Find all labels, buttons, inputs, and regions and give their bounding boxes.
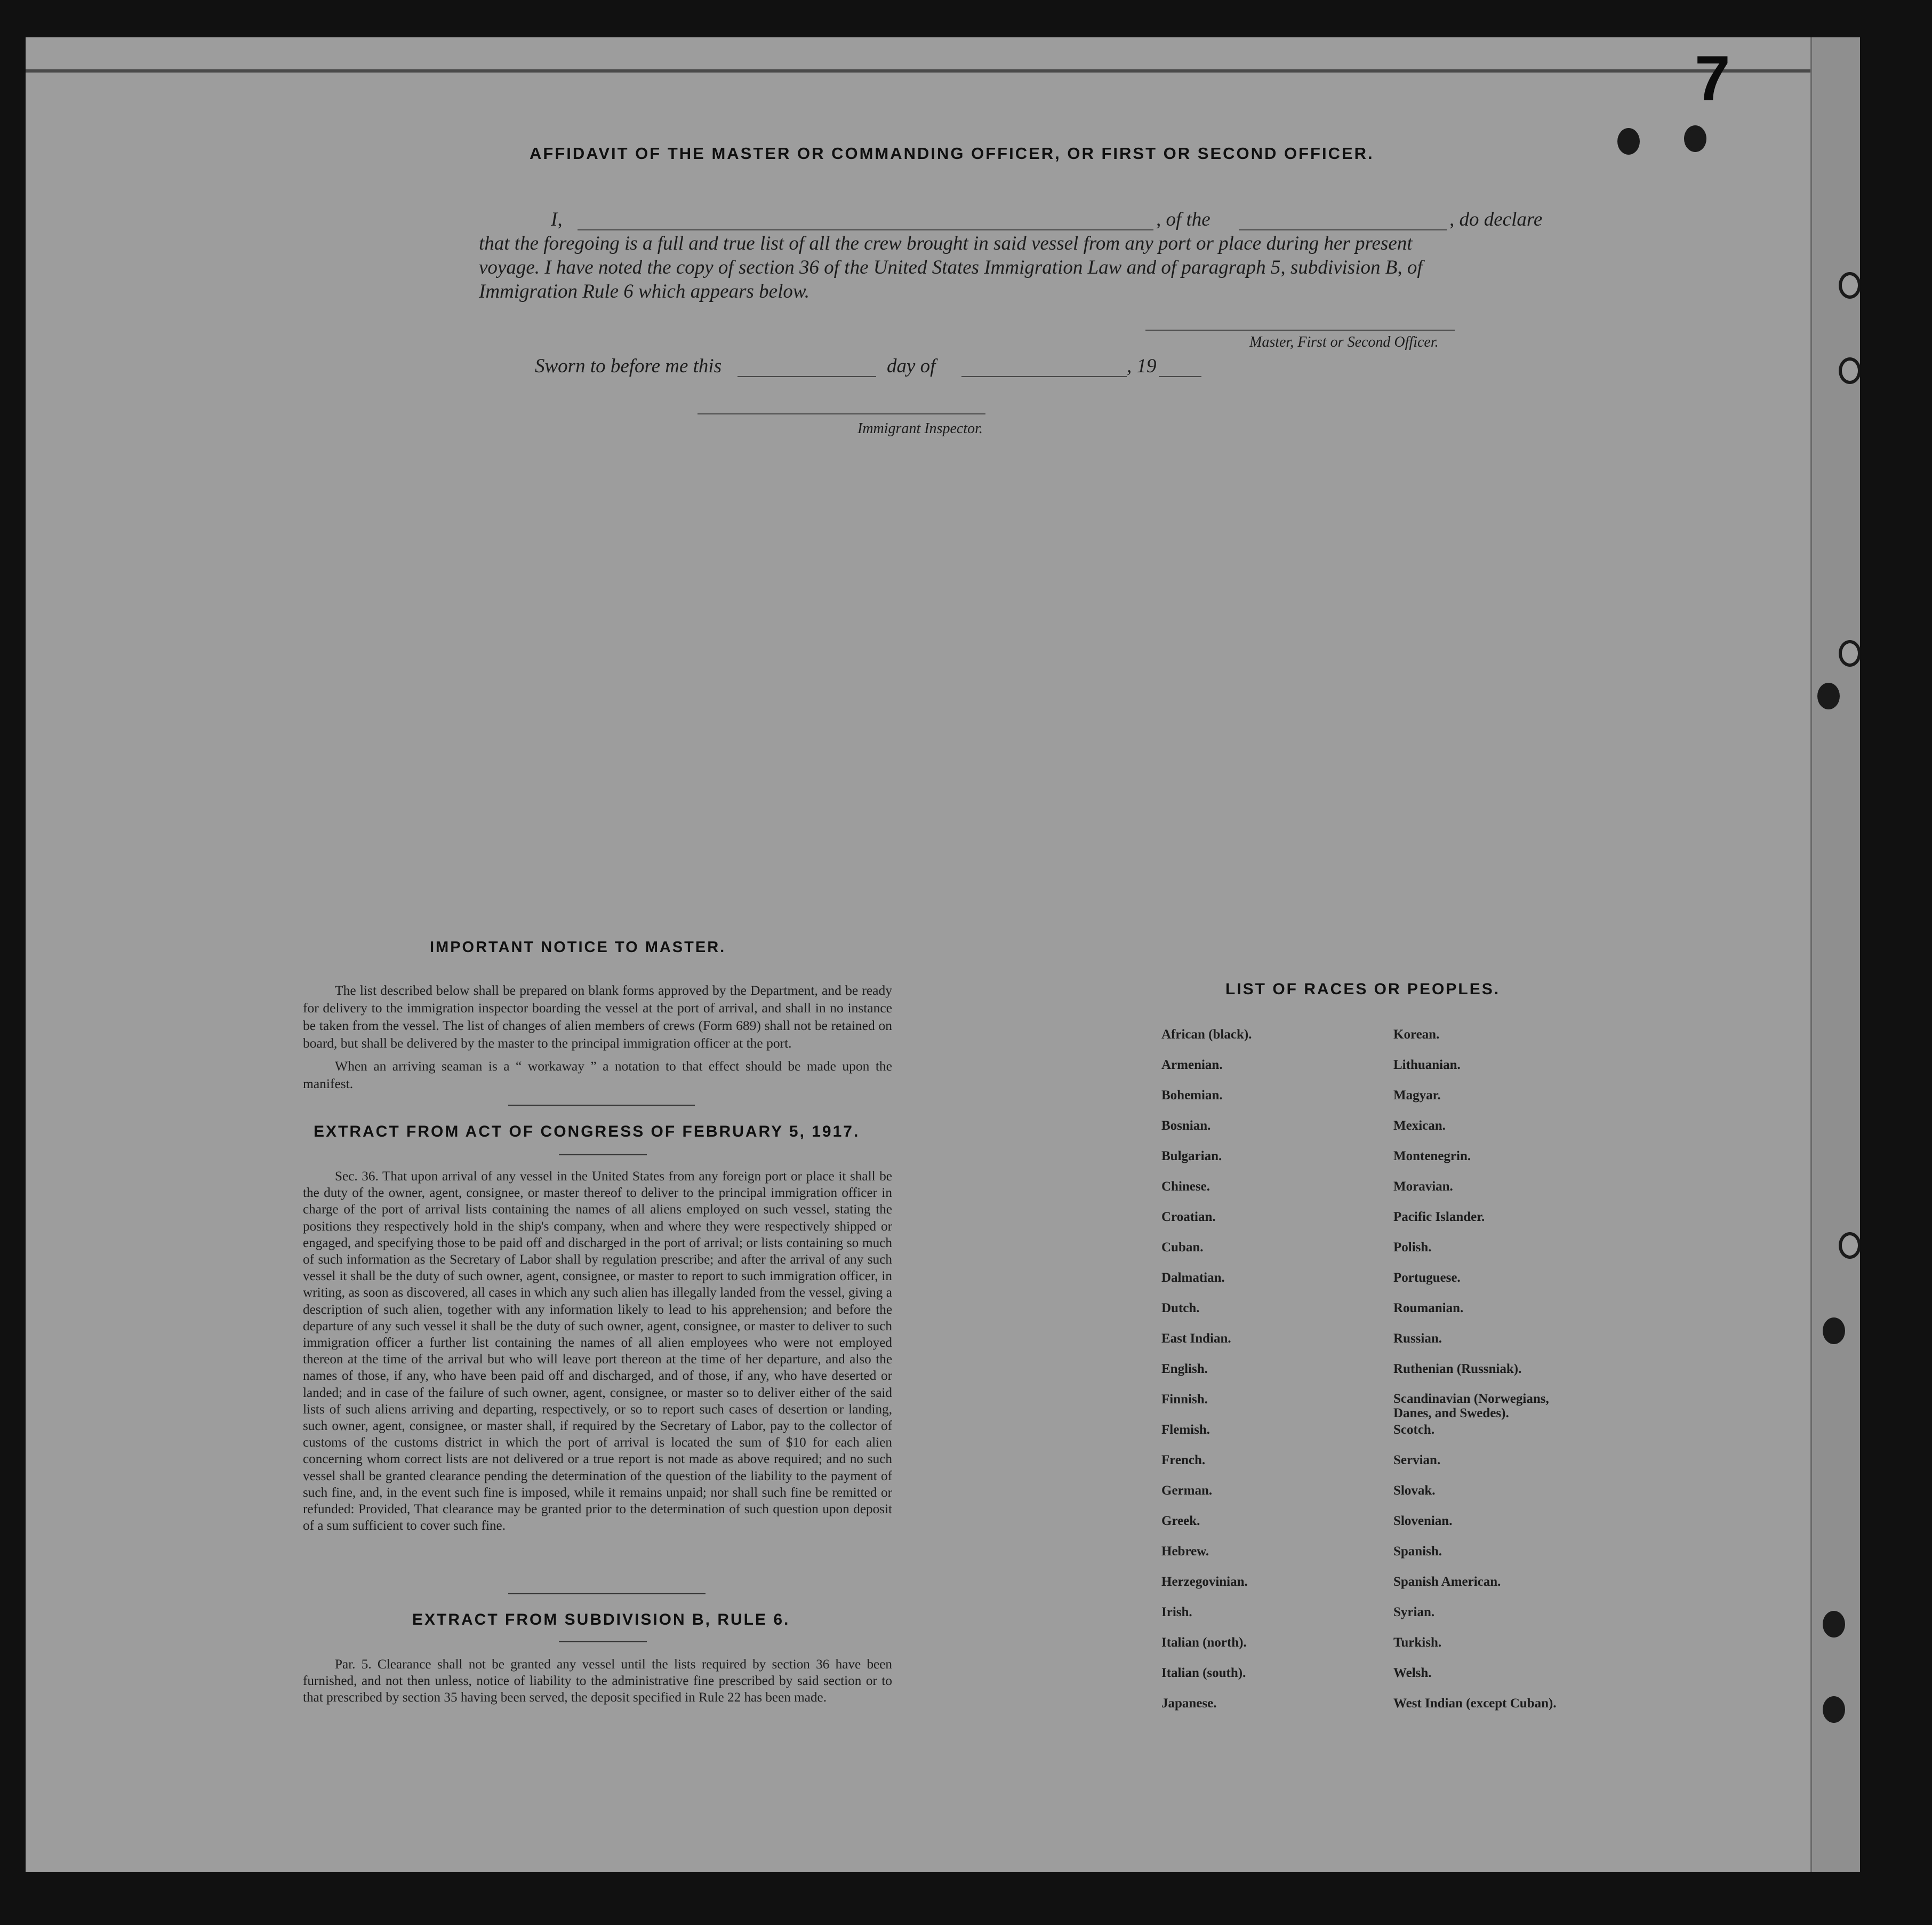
- notice-title: IMPORTANT NOTICE TO MASTER.: [430, 939, 726, 956]
- race-item: German.: [1161, 1483, 1213, 1498]
- page-number: 7: [1695, 43, 1730, 114]
- race-item: Herzegovinian.: [1161, 1575, 1248, 1589]
- race-item: East Indian.: [1161, 1331, 1231, 1346]
- race-item: Spanish American.: [1393, 1575, 1501, 1589]
- race-item: Italian (north).: [1161, 1635, 1247, 1650]
- race-item: Finnish.: [1161, 1392, 1208, 1407]
- affidavit-title: AFFIDAVIT OF THE MASTER OR COMMANDING OFFICER, OR FIRST OR SECOND OFFICER.: [530, 144, 1374, 163]
- page-top-edge: [26, 69, 1860, 73]
- binder-hole-icon: [1839, 640, 1860, 667]
- do-declare-label: , do declare: [1449, 209, 1543, 230]
- race-item: French.: [1161, 1453, 1206, 1467]
- divider: [559, 1641, 647, 1642]
- race-item: Montenegrin.: [1393, 1149, 1471, 1163]
- rule-extract-text: Par. 5. Clearance shall not be granted any vessel until the lists required by section 36 have been furnished, and not then unless, notice of liability to the administrative fine prescribed by said section or to that prescribed by section 35 having been served, the deposit specified in Rule 22 has been made.: [303, 1657, 892, 1705]
- race-item: Bulgarian.: [1161, 1149, 1222, 1163]
- year-prefix-label: , 19: [1127, 355, 1157, 377]
- rule-extract-title: EXTRACT FROM SUBDIVISION B, RULE 6.: [412, 1611, 790, 1628]
- notice-paragraph-1: The list described below shall be prepared on blank forms approved by the Department, and be ready for delivery to the immigration inspector boarding the vessel at the port of arrival, and shall in no instance be taken from the vessel. The list of changes of alien members of crews (Form 689) shall not be retained on board, but shall be delivered by the master to the principal immigration officer at the port.: [303, 983, 892, 1051]
- race-item: Croatian.: [1161, 1210, 1216, 1224]
- inspector-label: Immigrant Inspector.: [857, 420, 983, 437]
- races-left-column: [1161, 1027, 1252, 1726]
- race-item: Magyar.: [1393, 1088, 1441, 1103]
- race-item: Hebrew.: [1161, 1544, 1209, 1559]
- binder-hole-icon: [1823, 1696, 1845, 1723]
- race-item: Spanish.: [1393, 1544, 1442, 1559]
- race-item: Russian.: [1393, 1331, 1442, 1346]
- divider: [508, 1593, 706, 1594]
- race-item: Chinese.: [1161, 1179, 1210, 1194]
- manifest-page: [26, 37, 1860, 1872]
- binder-hole-icon: [1684, 125, 1706, 152]
- vessel-name-blank: [1239, 229, 1447, 230]
- affidavit-line-4: Immigration Rule 6 which appears below.: [479, 281, 810, 302]
- races-right-column: [1393, 1027, 1585, 1726]
- race-item: African (black).: [1161, 1027, 1252, 1042]
- master-name-blank: [578, 229, 1153, 230]
- act-extract-text: Sec. 36. That upon arrival of any vessel in the United States from any foreign port or place it shall be the duty of the owner, agent, consignee, or master thereof to deliver to the principal immigration officer in charge of the port of arrival lists containing the names of all aliens employed on such vessel, stating the positions they respectively hold in the ship's company, when and where they were respectively shipped or engaged, and specifying those to be paid off and discharged in the port of arrival; or lists containing so much of such information as the Secretary of Labor shall by regulation prescribe; and after the arrival of any such vessel it shall be the duty of such owner, agent, consignee, or master to report to such immigration officer, in writing, as soon as discovered, all cases in which any such alien has illegally landed from the vessel, giving a description of such alien, together with any information likely to lead to his apprehension; and before the departure of any such vessel it shall be the duty of such owner, agent, consignee, or master to deliver to such immigration officer a further list containing the names of all alien employees who were not employed thereon at the time of the arrival but who will leave port thereon at the time of her departure, and also the names of those, if any, who have been paid off and discharged, and of those, if any, who have deserted or landed; and in case of the failure of such owner, agent, consignee, or master so to deliver either of the said lists of such aliens arriving and departing, respectively, or so to report such cases of desertion or landing, such owner, agent, consignee, or master shall, if required by the Secretary of Labor, pay to the collector of customs of the customs district in which the port of arrival is located the sum of $10 for each alien concerning whom correct lists are not delivered or a true report is not made as above required; and no such vessel shall be granted clearance pending the determination of the question of the liability to the payment of such fine, and, in the event such fine is imposed, while it remains unpaid; nor shall such fine be remitted or refunded: Provided, That clearance may be granted prior to the determination of such question upon deposit of a sum sufficient to cover such fine.: [303, 1169, 892, 1533]
- affidavit-line-3: voyage. I have noted the copy of section 36 of the United States Immigration Law and of paragraph 5, subdivision B, of: [479, 257, 1423, 278]
- master-signature-line: [1145, 330, 1455, 331]
- notice-paragraph-2: When an arriving seaman is a “ workaway ” a notation to that effect should be made upon the manifest.: [303, 1058, 892, 1091]
- race-item: West Indian (except Cuban).: [1393, 1696, 1557, 1711]
- race-item: Slovenian.: [1393, 1514, 1453, 1528]
- page-right-edge: [1810, 37, 1860, 1872]
- master-signature-label: Master, First or Second Officer.: [1249, 334, 1439, 350]
- race-item: Turkish.: [1393, 1635, 1442, 1650]
- race-item: Scotch.: [1393, 1423, 1435, 1437]
- divider: [559, 1154, 647, 1155]
- sworn-month-blank: [961, 376, 1127, 377]
- binder-hole-icon: [1617, 128, 1640, 155]
- race-item: Pacific Islander.: [1393, 1210, 1485, 1224]
- races-title: LIST OF RACES OR PEOPLES.: [1225, 980, 1501, 998]
- affidavit-line-2: that the foregoing is a full and true list of all the crew brought in said vessel from any port or place during her present: [479, 233, 1413, 254]
- race-item: Dutch.: [1161, 1301, 1200, 1315]
- inspector-signature-line: [698, 413, 985, 414]
- race-item: Dalmatian.: [1161, 1271, 1225, 1285]
- sworn-year-blank: [1159, 376, 1201, 377]
- of-the-label: , of the: [1156, 209, 1210, 230]
- race-item: Bosnian.: [1161, 1119, 1211, 1133]
- divider: [508, 1105, 695, 1106]
- binder-hole-icon: [1839, 1232, 1860, 1259]
- race-item: Greek.: [1161, 1514, 1200, 1528]
- race-item: Armenian.: [1161, 1058, 1223, 1072]
- race-item: Italian (south).: [1161, 1666, 1246, 1680]
- race-item: Cuban.: [1161, 1240, 1204, 1255]
- binder-hole-icon: [1823, 1317, 1845, 1344]
- race-item: Syrian.: [1393, 1605, 1435, 1619]
- race-item: Flemish.: [1161, 1423, 1210, 1437]
- race-item: Japanese.: [1161, 1696, 1217, 1711]
- race-item: Portuguese.: [1393, 1271, 1461, 1285]
- race-item: Irish.: [1161, 1605, 1192, 1619]
- day-of-label: day of: [887, 355, 936, 377]
- binder-hole-icon: [1839, 272, 1860, 299]
- race-item: Moravian.: [1393, 1179, 1453, 1194]
- declarant-prefix: I,: [551, 209, 563, 230]
- race-item: Mexican.: [1393, 1119, 1446, 1133]
- binder-hole-icon: [1823, 1611, 1845, 1638]
- race-item: Polish.: [1393, 1240, 1432, 1255]
- race-item: Slovak.: [1393, 1483, 1436, 1498]
- binder-hole-icon: [1817, 683, 1840, 709]
- act-extract-title: EXTRACT FROM ACT OF CONGRESS OF FEBRUARY 5, 1917.: [314, 1123, 860, 1140]
- race-item: Bohemian.: [1161, 1088, 1223, 1103]
- race-item: English.: [1161, 1362, 1208, 1376]
- race-item: Ruthenian (Russniak).: [1393, 1362, 1522, 1376]
- binder-hole-icon: [1839, 357, 1860, 384]
- race-item: Lithuanian.: [1393, 1058, 1461, 1072]
- race-item: Welsh.: [1393, 1666, 1432, 1680]
- sworn-label: Sworn to before me this: [535, 355, 722, 377]
- race-item: Scandinavian (Norwegians, Danes, and Swedes).: [1393, 1392, 1549, 1420]
- race-item: Korean.: [1393, 1027, 1440, 1042]
- sworn-day-blank: [737, 376, 876, 377]
- race-item: Servian.: [1393, 1453, 1441, 1467]
- race-item: Roumanian.: [1393, 1301, 1464, 1315]
